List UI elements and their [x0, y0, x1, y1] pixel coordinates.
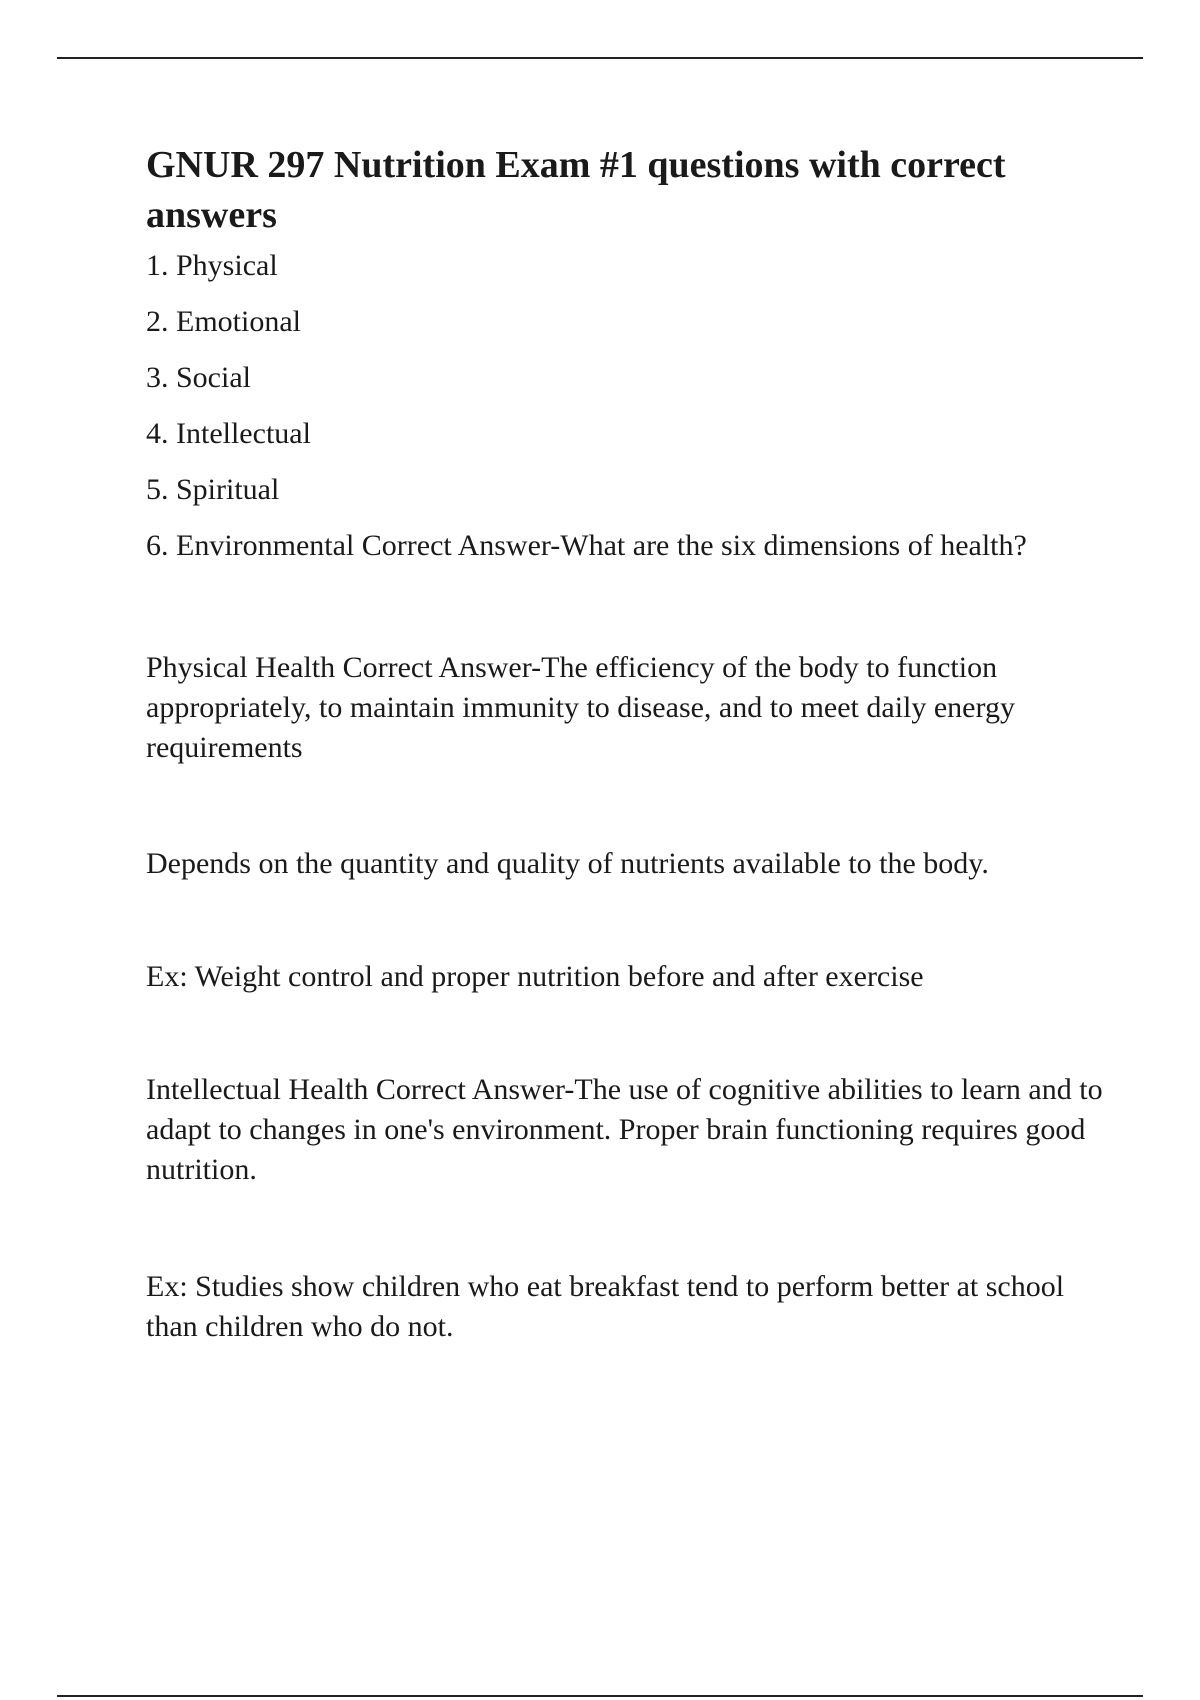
nutrients-paragraph: Depends on the quantity and quality of nutrients available to the body.	[146, 847, 989, 880]
list-item: 6. Environmental Correct Answer-What are the six dimensions of health?	[146, 529, 1027, 562]
bottom-divider	[57, 1695, 1143, 1697]
list-item: 5. Spiritual	[146, 473, 280, 506]
intellectual-example-paragraph: Ex: Studies show children who eat breakfast tend to perform better at school than children who do not.	[146, 1270, 1065, 1343]
list-item: 3. Social	[146, 361, 251, 394]
list-item: 1. Physical	[146, 249, 278, 282]
physical-example-paragraph: Ex: Weight control and proper nutrition before and after exercise	[146, 960, 924, 993]
top-divider	[57, 57, 1143, 59]
intellectual-health-paragraph: Intellectual Health Correct Answer-The use of cognitive abilities to learn and to adapt to changes in one's environment. Proper brain functioning requires good nutrition.	[146, 1073, 1103, 1186]
list-item: 4. Intellectual	[146, 417, 311, 450]
dimensions-list	[146, 246, 1106, 566]
list-item: 2. Emotional	[146, 305, 301, 338]
document-body	[146, 140, 1106, 1347]
document-title: GNUR 297 Nutrition Exam #1 questions with correct answers	[146, 144, 1006, 236]
physical-health-paragraph: Physical Health Correct Answer-The efficiency of the body to function appropriately, to maintain immunity to disease, and to meet daily energy requirements	[146, 651, 1015, 764]
